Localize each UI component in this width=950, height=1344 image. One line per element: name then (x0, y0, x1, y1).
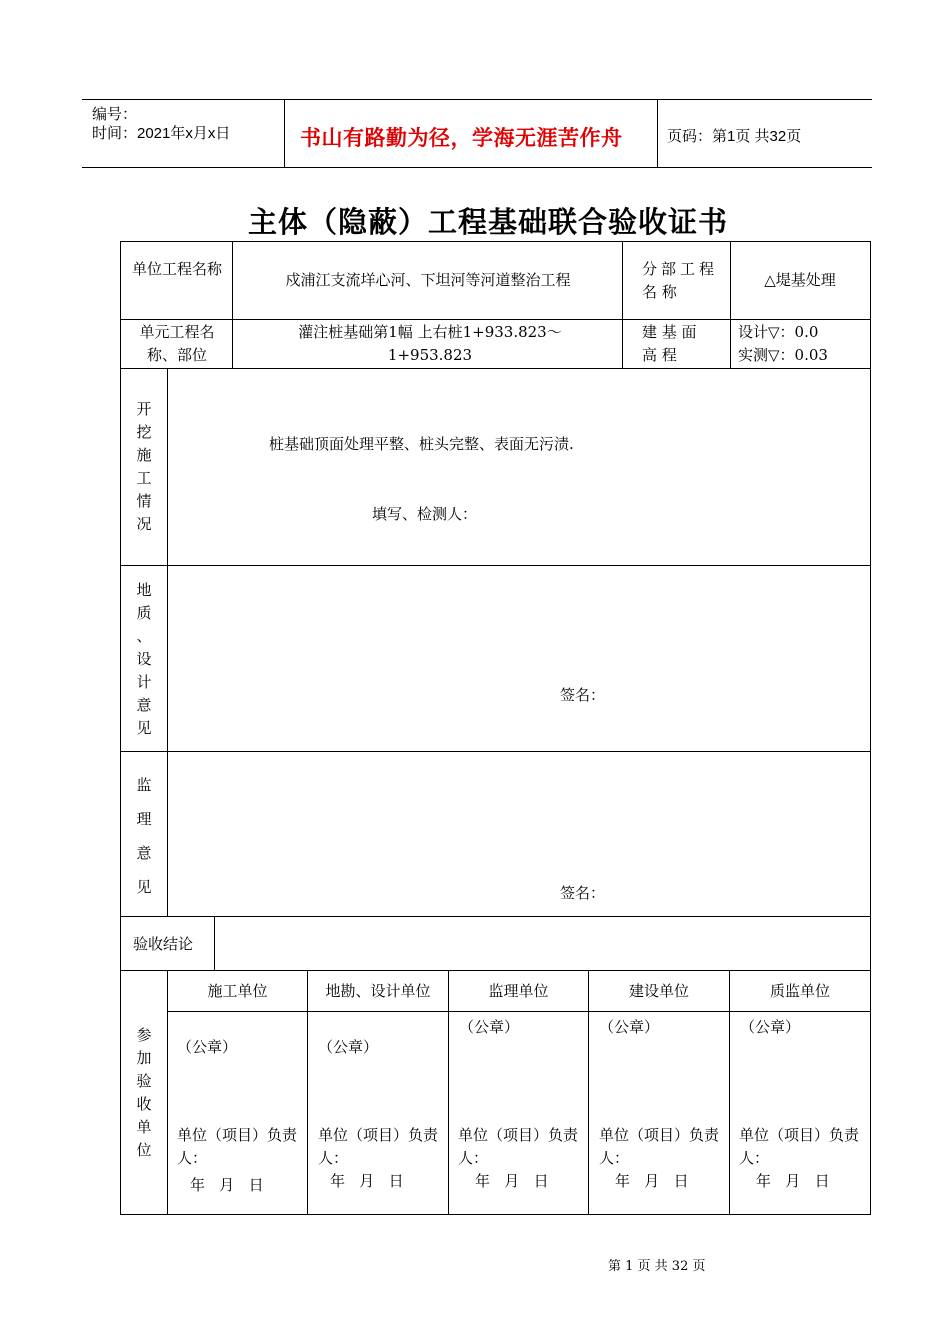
row-line (120, 751, 871, 752)
header-divider-1 (284, 99, 285, 167)
header-bottom-rule (82, 167, 872, 168)
participant-name: 地勘、设计单位 (325, 982, 431, 1000)
conclusion-label: 验收结论 (133, 935, 194, 953)
number-label: 编号： (92, 106, 138, 123)
col-line (214, 916, 215, 971)
division-label: 分部工程名 称 (642, 260, 714, 301)
geology-sign: 签名： (560, 686, 606, 704)
measured-elevation: 实测▽：0.03 (738, 346, 828, 364)
time-label: 时间：2021年x月x日 (92, 125, 231, 142)
col-line (307, 970, 308, 1215)
col-line (167, 970, 168, 1215)
row-line (120, 916, 871, 917)
participant-seal: （公章） (740, 1018, 801, 1036)
row-line (120, 970, 871, 971)
col-line (167, 368, 168, 917)
participant-responsible: 单位（项目）负责人： (739, 1126, 860, 1167)
col-line (729, 970, 730, 1215)
participant-seal: （公章） (459, 1018, 520, 1036)
elevation-label: 建 基 面 高 程 (642, 323, 697, 364)
division-value: △堤基处理 (764, 271, 836, 289)
table-border-right (870, 241, 871, 1215)
header-divider-2 (657, 99, 658, 167)
header-top-rule (82, 99, 872, 100)
participant-seal: （公章） (599, 1018, 660, 1036)
participant-seal: （公章） (177, 1038, 238, 1056)
participant-date: 年 月 日 (615, 1172, 689, 1190)
excavation-label: 开 挖 施 工 情 况 (136, 400, 152, 533)
filler-label: 填写、检测人： (372, 505, 478, 523)
participant-date: 年 月 日 (475, 1172, 549, 1190)
table-border-left (120, 241, 121, 1215)
col-line (448, 970, 449, 1215)
participant-date: 年 月 日 (756, 1172, 830, 1190)
supervision-label: 监 理 意 见 (136, 776, 152, 896)
participant-responsible: 单位（项目）负责人： (599, 1126, 720, 1167)
design-elevation: 设计▽：0.0 (738, 323, 819, 341)
participant-seal: （公章） (318, 1038, 379, 1056)
element-label: 单元工程名称、部位 (139, 323, 215, 364)
element-value: 灌注桩基础第1幅 上右桩1+933.823～1+953.823 (298, 323, 562, 364)
page-info: 页码：第1页 共32页 (667, 128, 802, 145)
geology-label: 地 质 、 设 计 意 见 (136, 581, 152, 737)
participant-date: 年 月 日 (330, 1172, 404, 1190)
participant-name: 质监单位 (769, 982, 830, 1000)
supervision-sign: 签名： (560, 884, 606, 902)
motto-text: 书山有路勤为径，学海无涯苦作舟 (300, 126, 623, 150)
unit-project-value: 戍浦江支流垟心河、下坦河等河道整治工程 (285, 271, 571, 289)
table-border-bottom (120, 1214, 871, 1215)
row-line (167, 1011, 871, 1012)
row-line (120, 565, 871, 566)
participant-name: 施工单位 (207, 982, 268, 1000)
col-line (730, 241, 731, 369)
excavation-text: 桩基础顶面处理平整、桩头完整、表面无污渍. (269, 435, 574, 453)
participant-responsible: 单位（项目）负责人： (458, 1126, 579, 1167)
participant-responsible: 单位（项目）负责人： (318, 1126, 439, 1167)
participants-label: 参 加 验 收 单 位 (136, 1026, 152, 1159)
page-footer: 第 1 页 共 32 页 (608, 1259, 706, 1274)
participant-name: 建设单位 (628, 982, 689, 1000)
participant-name: 监理单位 (488, 982, 549, 1000)
col-line (622, 241, 623, 369)
unit-project-label: 单位工程名称 (131, 260, 222, 278)
col-line (232, 241, 233, 369)
participant-date: 年 月 日 (190, 1176, 264, 1194)
participant-responsible: 单位（项目）负责人： (177, 1126, 298, 1167)
page-title: 主体（隐蔽）工程基础联合验收证书 (248, 205, 729, 239)
col-line (588, 970, 589, 1215)
